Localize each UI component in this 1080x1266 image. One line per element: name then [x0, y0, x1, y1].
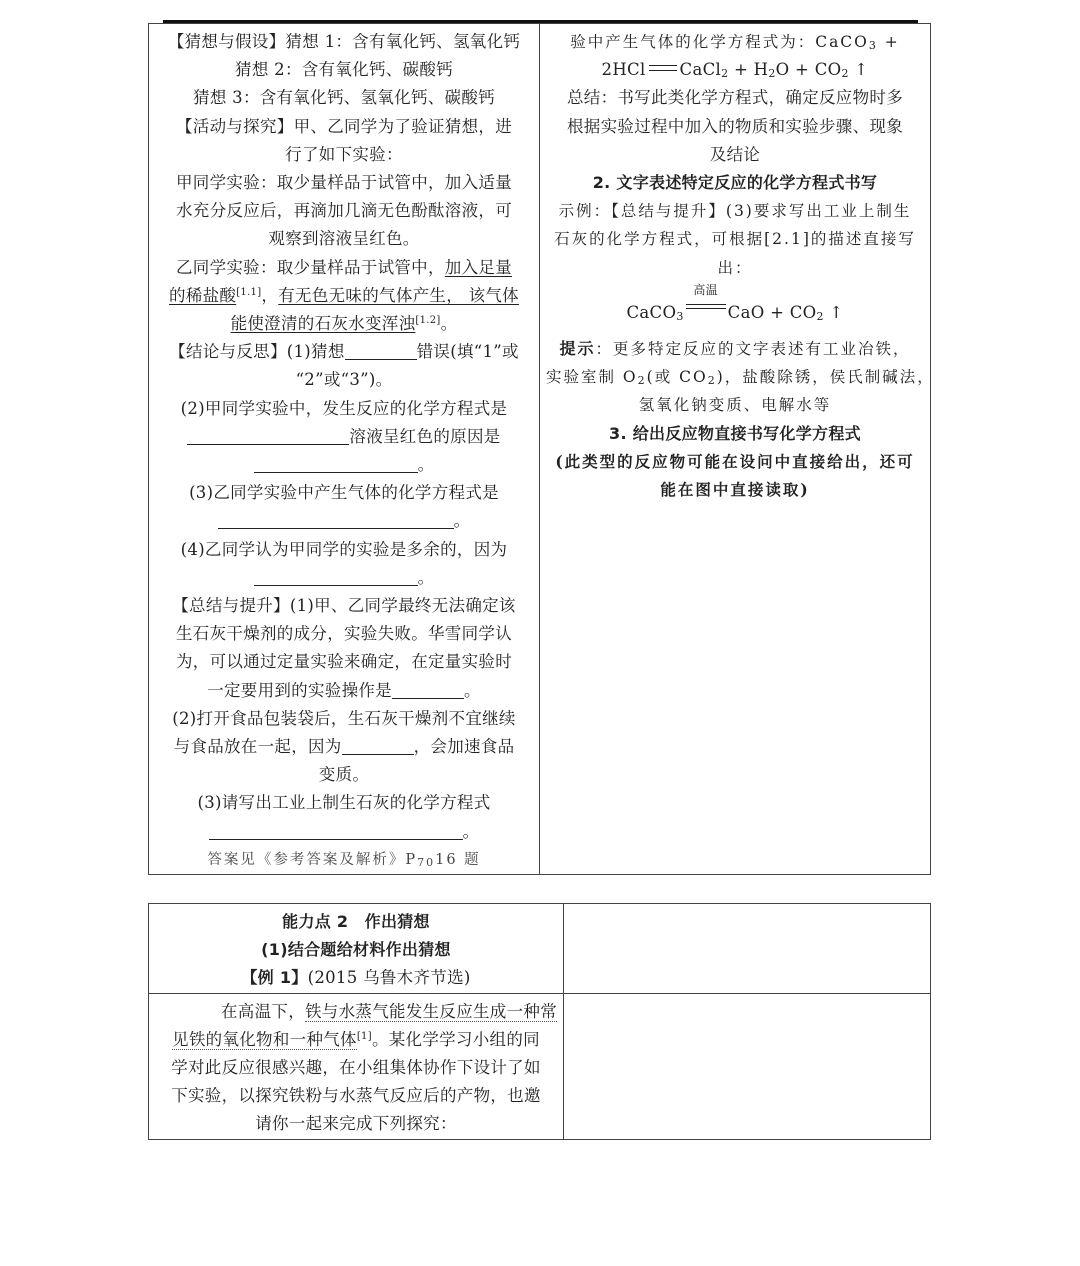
hypothesis-2: 猜想 2：含有氧化钙、碳酸钙	[235, 60, 453, 80]
worksheet-table-1	[148, 23, 935, 875]
yi-underlined-text: 加入足量	[444, 257, 512, 277]
hint-label: 提示	[559, 339, 596, 359]
dotted-key-text: 铁与水蒸气能发生反应生成一种常	[305, 1001, 557, 1021]
activity-line-2: 行了如下实验：	[285, 144, 403, 164]
passage-text: 。某化学学习小组的同	[371, 1029, 540, 1049]
answer-blank[interactable]	[209, 821, 463, 840]
s2-text: 与食品放在一起，因为	[173, 737, 342, 757]
section-label-summary: 【总结与提升】	[172, 596, 290, 616]
jia-experiment-1: 甲同学实验：取少量样品于试管中，加入适量	[176, 173, 512, 193]
eq-text: 2HCl	[601, 60, 646, 80]
passage-line-2	[155, 1026, 557, 1054]
punct: 。	[440, 314, 458, 334]
footnote-ref: [1.1]	[236, 286, 262, 298]
answer-blank[interactable]	[345, 341, 417, 360]
s1-text: (1)甲、乙同学最终无法确定该	[289, 596, 516, 616]
hint-text: (或 CO	[646, 368, 708, 387]
conclusion-q2: (2)甲同学实验中，发生反应的化学方程式是	[180, 398, 508, 418]
hypothesis-3: 猜想 3：含有氧化钙、氢氧化钙、碳酸钙	[193, 88, 495, 108]
answer-page: 70	[417, 855, 436, 869]
jia-experiment-3: 观察到溶液呈红色。	[268, 229, 420, 249]
heading-3: 3. 给出反应物直接书写化学方程式	[609, 423, 861, 443]
summary-3: 及结论	[709, 144, 761, 164]
subscript: 3	[868, 39, 878, 52]
q2-text: 溶液呈红色的原因是	[349, 426, 501, 446]
punct: 。	[417, 455, 435, 475]
yi-underlined-text: 的稀盐酸	[169, 285, 237, 305]
empty-cell	[564, 904, 931, 994]
answer-blank[interactable]	[392, 680, 464, 699]
conclusion-q2-cont	[155, 423, 533, 451]
ability-point-header	[149, 904, 564, 994]
section-label-hypothesis: 【猜想与假设】	[167, 32, 286, 51]
hint-2	[546, 363, 935, 391]
section-label-conclusion: 【结论与反思】	[169, 342, 287, 362]
question-column	[149, 24, 540, 875]
hint-1	[546, 335, 924, 363]
summary-2: 根据实验过程中加入的物质和实验步骤、现象	[567, 116, 903, 136]
subscript: 3	[676, 309, 684, 323]
conclusion-q2-blank	[155, 451, 533, 479]
footnote-ref: [1.2]	[415, 315, 441, 327]
summary-s1-b: 生石灰干燥剂的成分，实验失败。华雪同学认	[176, 624, 512, 644]
hint-text: 实验室制 O	[546, 368, 638, 387]
answer-blank[interactable]	[254, 454, 418, 473]
subscript: 2	[816, 309, 824, 323]
answer-question-number: 16 题	[435, 851, 481, 868]
summary-s1-c: 为，可以通过定量实验来确定，在定量实验时	[176, 652, 512, 672]
punct: 。	[462, 821, 480, 841]
conclusion-q4-blank	[155, 564, 533, 592]
dotted-key-text: 见铁的氧化物和一种气体	[172, 1029, 357, 1049]
ability-point-subtitle: (1)结合题给材料作出猜想	[261, 940, 451, 960]
hypothesis-1: 猜想 1：含有氧化钙、氢氧化钙	[285, 32, 521, 51]
summary-s2-b	[155, 733, 533, 761]
s1-text: 一定要用到的实验操作是	[207, 680, 392, 700]
yi-underlined-text: 能使澄清的石灰水变浑浊	[230, 314, 416, 334]
eq-text: + H	[728, 60, 769, 80]
equals-sign	[686, 304, 726, 309]
conclusion-q1-cont: “2”或“3”)。	[295, 370, 393, 390]
conclusion-q3: (3)乙同学实验中产生气体的化学方程式是	[189, 483, 499, 503]
summary-s2-a: (2)打开食品包装袋后，生石灰干燥剂不宜继续	[172, 708, 516, 728]
empty-cell	[564, 993, 931, 1139]
reaction-condition: 高温	[693, 282, 718, 297]
answer-blank[interactable]	[218, 510, 454, 529]
section-label-activity: 【活动与探究】	[175, 116, 294, 136]
summary-s1-a	[155, 592, 533, 620]
hint-3: 氢氧化钠变质、电解水等	[638, 396, 832, 415]
answer-blank[interactable]	[187, 426, 349, 445]
worksheet-table-2	[148, 903, 931, 1140]
subscript: 2	[841, 67, 849, 81]
yi-experiment-3	[155, 310, 533, 338]
hypothesis-line-1	[155, 28, 533, 56]
summary-s1-d	[155, 677, 533, 705]
q1-text: (1)猜想	[286, 342, 345, 362]
eq-text: CaCO	[626, 302, 677, 322]
subscript: 2	[768, 67, 776, 81]
punct: 。	[453, 511, 471, 531]
heading-3-note-2: 能在图中直接读取)	[660, 480, 810, 500]
analysis-column	[540, 24, 935, 875]
punct: 。	[417, 567, 435, 587]
high-temp-equals	[686, 282, 726, 320]
eq-text: 验中产生气体的化学方程式为：CaCO	[570, 33, 869, 51]
yi-text: 乙同学实验：取少量样品于试管中，	[175, 257, 445, 277]
heading-3-note-1: (此类型的反应物可能在设问中直接给出，还可	[555, 451, 915, 471]
subscript: 2	[721, 67, 729, 81]
subscript: 2	[637, 374, 647, 388]
conclusion-q3-blank	[155, 507, 533, 535]
footnote-ref: [1]	[356, 1030, 372, 1042]
equation-hcl	[546, 56, 924, 84]
example-header	[155, 964, 557, 992]
eq-text: CaCl	[679, 60, 722, 80]
yi-experiment-1	[155, 254, 533, 282]
passage-line-1	[155, 998, 557, 1026]
summary-s2-c: 变质。	[318, 765, 370, 785]
answer-blank[interactable]	[342, 736, 414, 755]
activity-text: 甲、乙同学为了验证猜想，进	[293, 116, 512, 136]
gas-arrow-icon: ↑	[848, 60, 869, 80]
eq-text: CaO + CO	[727, 302, 817, 322]
answer-ref-text: 答案见《参考答案及解析》P	[207, 851, 418, 868]
eq-text: +	[877, 33, 900, 51]
answer-blank[interactable]	[254, 567, 418, 586]
example-label: 【例 1】	[241, 968, 308, 988]
equation-intro	[546, 28, 924, 56]
equals-sign	[649, 65, 677, 71]
example-2: 石灰的化学方程式，可根据[2.1]的描述直接写	[554, 230, 916, 249]
conclusion-q4: (4)乙同学认为甲同学的实验是多余的，因为	[180, 539, 508, 559]
passage-text: 在高温下，	[221, 1001, 305, 1021]
s2-text: ，会加速食品	[413, 737, 515, 757]
passage-line-5: 请你一起来完成下列探究：	[255, 1114, 457, 1134]
activity-line-1	[155, 113, 533, 141]
summary-1: 总结：书写此类化学方程式，确定反应物时多	[567, 88, 903, 108]
hint-text: ：更多特定反应的文字表述有工业冶铁，	[595, 340, 911, 359]
gas-arrow-icon: ↑	[823, 302, 844, 322]
ability-point-title: 能力点 2 作出猜想	[282, 912, 430, 931]
yi-experiment-2	[155, 282, 533, 310]
punct: ，	[261, 285, 279, 305]
example-1: 示例：【总结与提升】(3)要求写出工业上制生	[558, 202, 912, 221]
yi-underlined-text: 有无色无味的气体产生， 该气体	[278, 285, 519, 305]
heading-2: 2. 文字表述特定反应的化学方程式书写	[592, 173, 878, 193]
punct: 。	[464, 680, 481, 700]
q1-text: 错误(填“1”或	[416, 342, 519, 362]
example-passage	[149, 993, 564, 1139]
example-source: (2015 乌鲁木齐节选)	[307, 968, 471, 988]
passage-line-4: 下实验，以探究铁粉与水蒸气反应后的产物，也邀	[171, 1086, 541, 1106]
eq-text: O + CO	[775, 60, 842, 80]
subscript: 2	[707, 374, 717, 388]
summary-s3-blank	[155, 818, 533, 846]
hint-text: )，盐酸除锈，侯氏制碱法，	[716, 368, 935, 387]
summary-s3: (3)请写出工业上制生石灰的化学方程式	[197, 793, 491, 813]
conclusion-q1	[155, 338, 533, 366]
calcination-equation	[546, 282, 924, 327]
jia-experiment-2: 水充分反应后，再滴加几滴无色酚酞溶液，可	[176, 201, 512, 221]
answer-reference	[155, 846, 533, 874]
example-3: 出：	[717, 258, 753, 277]
passage-line-3: 学对此反应很感兴趣，在小组集体协作下设计了如	[171, 1058, 541, 1078]
